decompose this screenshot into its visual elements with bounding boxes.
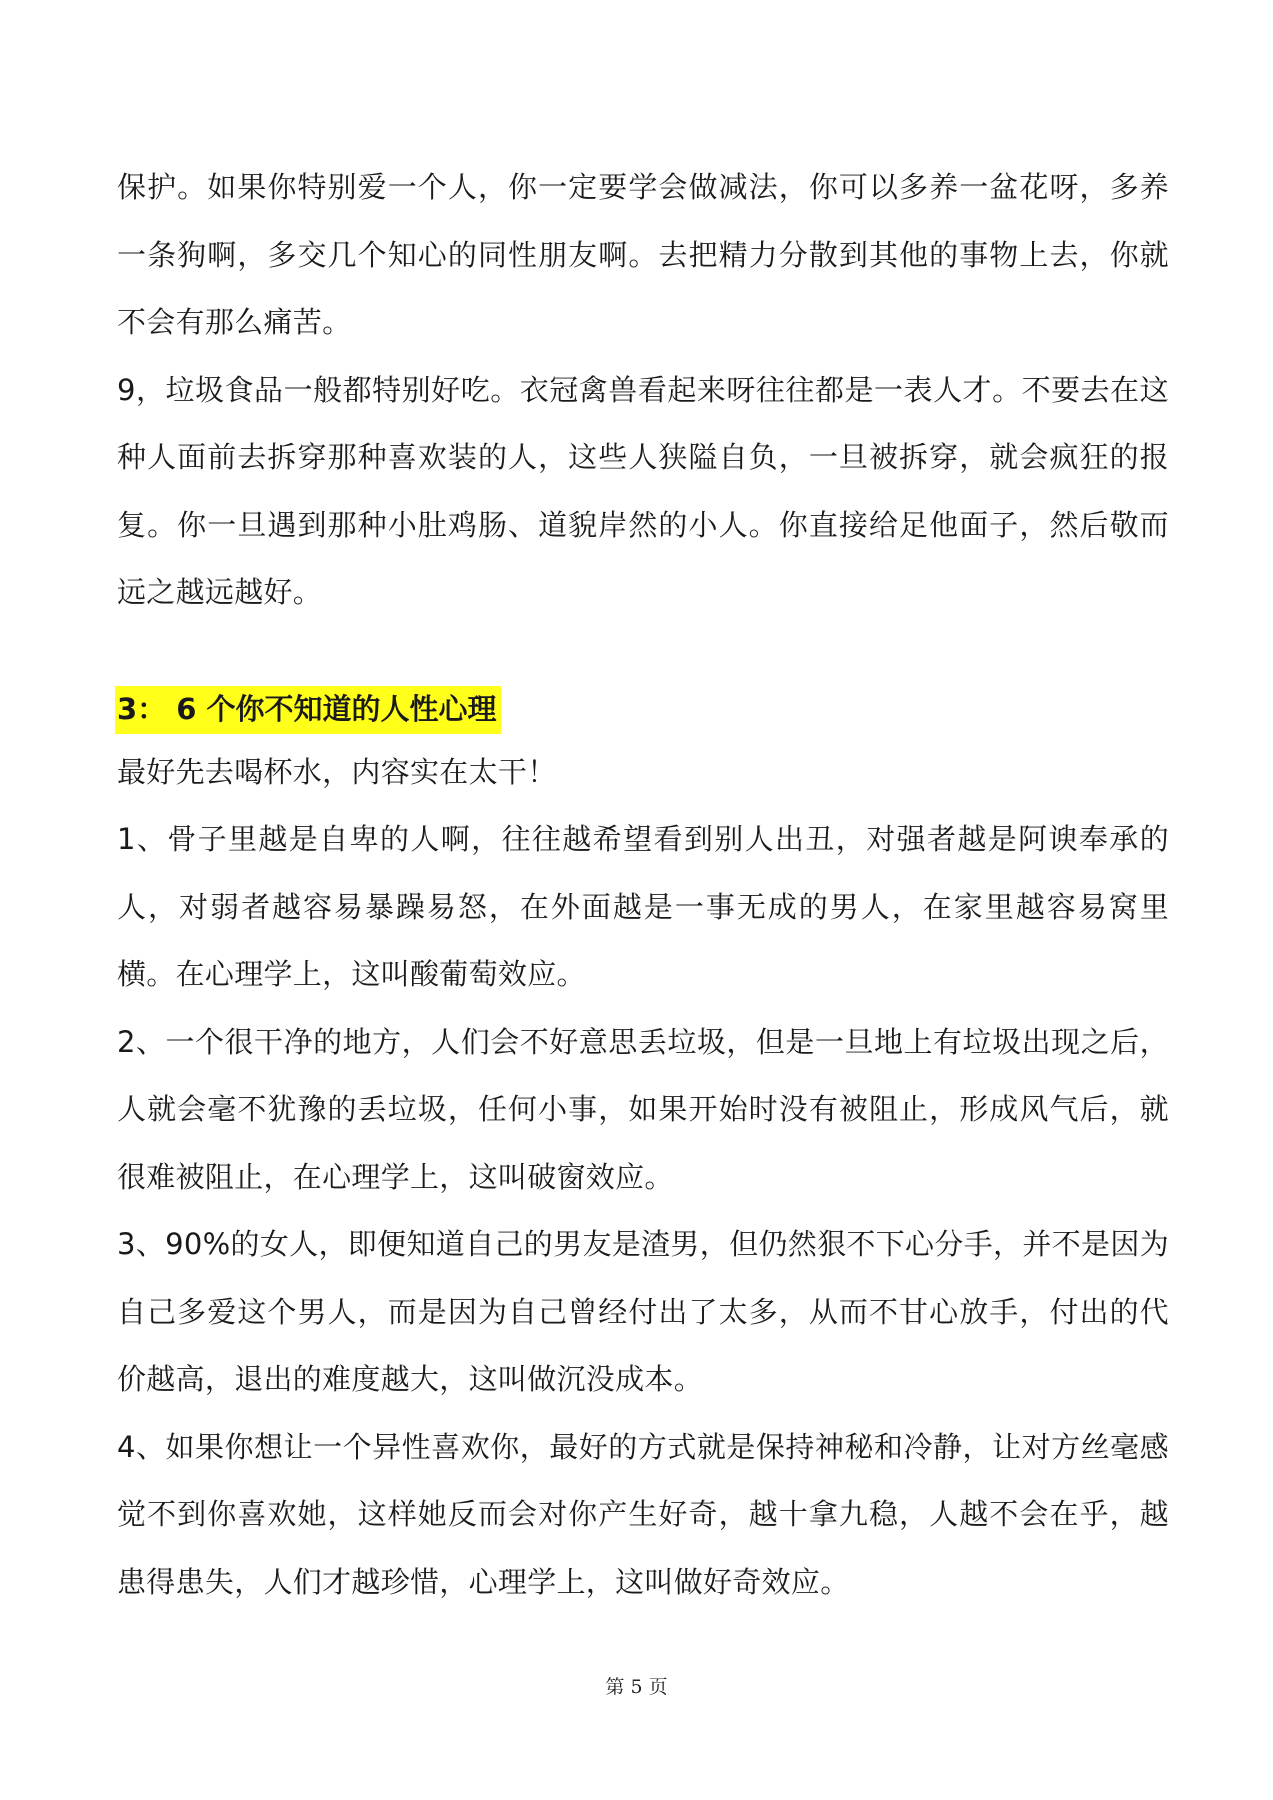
list-item: 1、骨子里越是自卑的人啊，往往越希望看到别人出丑，对强者越是阿谀奉承的人，对弱者越容易暴躁易怒，在外面越是一事无成的男人，在家里越容易窝里横。在心理学上，这叫酸葡萄效应。	[117, 822, 1169, 991]
document-body	[117, 154, 1169, 1616]
section-intro: 最好先去喝杯水，内容实在太干！	[117, 754, 557, 789]
page-number: 第 5 页	[605, 1676, 668, 1698]
paragraph-continued: 保护。如果你特别爱一个人，你一定要学会做减法，你可以多养一盆花呀，多养一条狗啊，多交几个知心的同性朋友啊。去把精力分散到其他的事物上去，你就不会有那么痛苦。	[117, 170, 1169, 339]
list-item: 4、如果你想让一个异性喜欢你，最好的方式就是保持神秘和冷静，让对方丝毫感觉不到你喜欢她，这样她反而会对你产生好奇，越十拿九稳，人越不会在乎，越患得患失，人们才越珍惜，心理学上，这叫做好奇效应。	[117, 1429, 1169, 1599]
section-spacer	[117, 627, 1169, 679]
list-item: 3、90%的女人，即便知道自己的男友是渣男，但仍然狠不下心分手，并不是因为自己多爱这个男人，而是因为自己曾经付出了太多，从而不甘心放手，付出的代价越高，退出的难度越大，这叫做沉没成本。	[117, 1227, 1169, 1396]
section-heading-highlight: 3： 6 个你不知道的人性心理	[115, 686, 501, 734]
paragraph-item-9: 9，垃圾食品一般都特别好吃。衣冠禽兽看起来呀往往都是一表人才。不要去在这种人面前去拆穿那种喜欢装的人，这些人狭隘自负，一旦被拆穿，就会疯狂的报复。你一旦遇到那种小肚鸡肠、道貌岸然的小人。你直接给足他面子，然后敬而远之越远越好。	[117, 372, 1169, 609]
section-heading	[117, 679, 1169, 739]
list-item: 2、一个很干净的地方，人们会不好意思丢垃圾，但是一旦地上有垃圾出现之后，人就会毫不犹豫的丢垃圾，任何小事，如果开始时没有被阻止，形成风气后，就很难被阻止，在心理学上，这叫破窗效应。	[117, 1024, 1169, 1194]
